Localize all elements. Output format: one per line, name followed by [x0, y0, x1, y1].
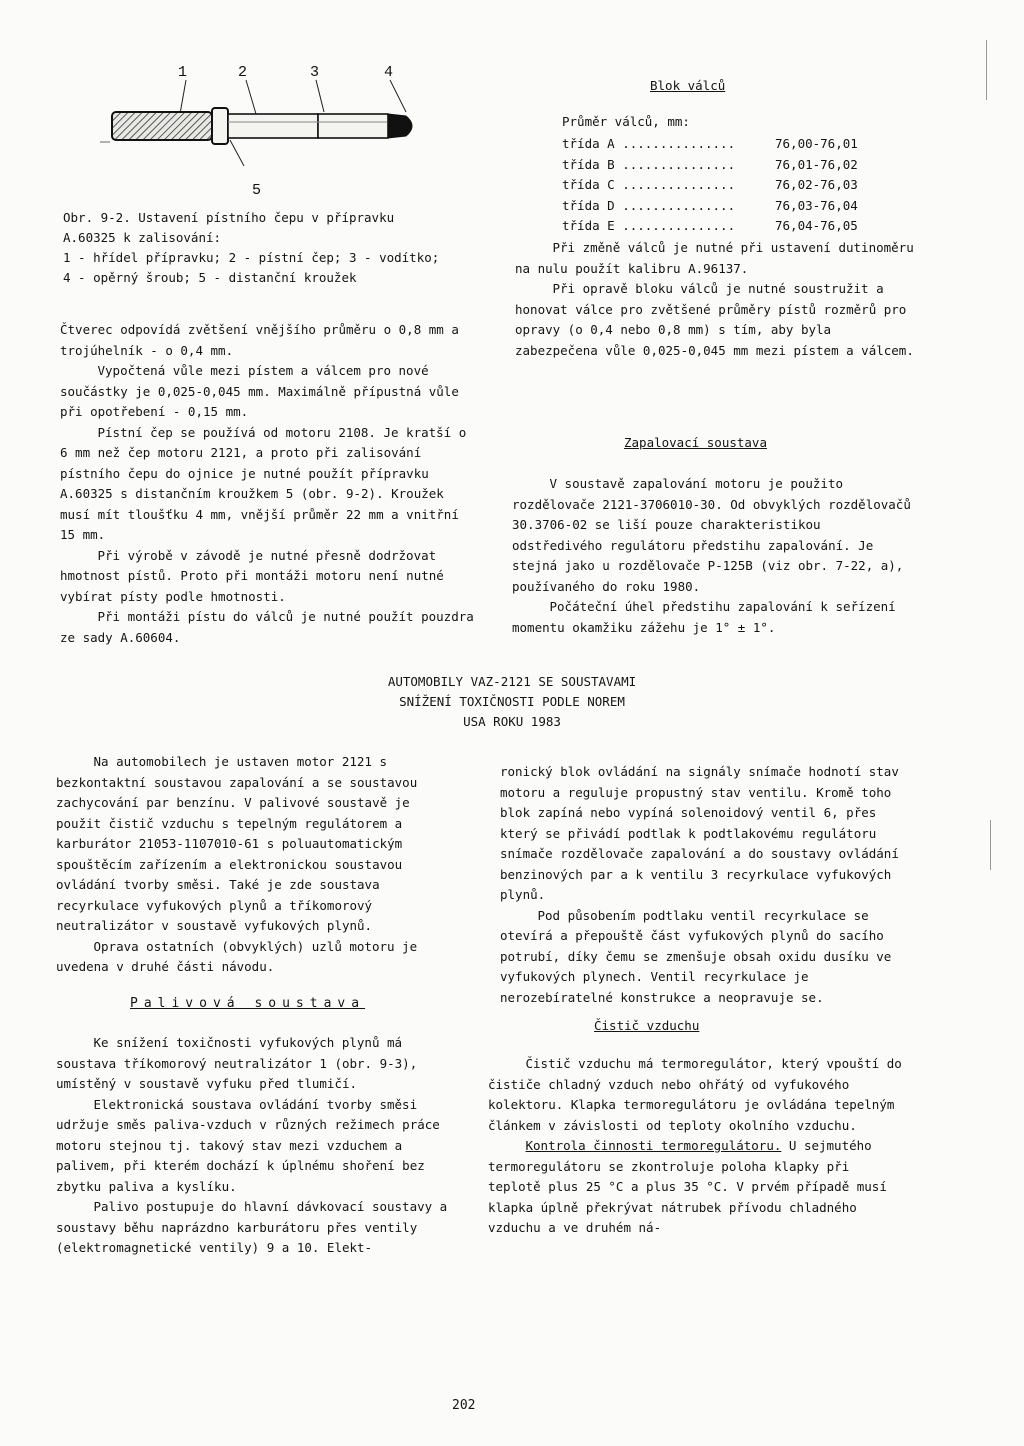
paragraph: Při výrobě v závodě je nutné přesně dodržovat hmotnost pístů. Proto při montáži motoru není nutné vybírat písty podle hmotnosti. [60, 547, 444, 604]
paragraph: Elektronická soustava ovládání tvorby směsi udržuje směs paliva-vzduch v různých režimech práce motoru stejnou tj. takový stav mezi vzduchem a palivem, při kterém dochází k úplnému shoření bez zbytku paliva a kyslíku. [56, 1096, 440, 1194]
table-row [562, 216, 858, 237]
right-bottom-text [488, 1054, 908, 1239]
figure-number-4: 4 [384, 64, 394, 81]
blok-valcu-text [515, 238, 915, 361]
section-heading-palivova-soustava: Palivová soustava [130, 996, 366, 1011]
paragraph: Pod působením podtlaku ventil recyrkulace se otevírá a přepouště část vyfukových plynů do sacího potrubí, díky čemu se zmenšuje obsah oxidu dusíku ve vyfukových plynech. Ventil recyrkulace je nerozebíratelné konstrukce a neopravuje se. [500, 907, 892, 1005]
paragraph: Palivo postupuje do hlavní dávkovací soustavy a soustavy běhu naprázdno karburátoru přes ventily (elektromagnetické ventily) 9 a 10. Elekt- [56, 1199, 448, 1255]
caption-line: 1 - hřídel přípravku; 2 - pístní čep; 3 - vodítko; [63, 250, 440, 265]
figure-number-3: 3 [310, 64, 320, 81]
class-range: 76,02-76,03 [775, 177, 858, 192]
paragraph: Oprava ostatních (obvyklých) uzlů motoru je uvedena v druhé části návodu. [56, 938, 418, 974]
paragraph: Na automobilech je ustaven motor 2121 s bezkontaktní soustavou zapalování a se soustavou zachycování par benzínu. V palivové soustavě je použit čistič vzduchu s tepelným regulátorem a karburátor 21053-1107010-61 s poluautomatickým spouštěcím zařízením a elektronickou soustavou ovládání tvorby směsi. Také je zde soustava recyrkulace vyfukových plynů a tříkomorový neutralizátor v soustavě vyfukových plynů. [56, 754, 418, 933]
figure-number-5: 5 [252, 182, 262, 199]
paragraph: Při opravě bloku válců je nutné soustružit a honovat válce pro zvětšené průměry pístů rozměrů pro opravy (o 0,4 nebo 0,8 mm) s tím, aby byla zabezpečena vůle 0,025-0,045 mm mezi pístem a válcem. [515, 281, 914, 358]
piston-pin-fixture-drawing [100, 62, 440, 202]
paragraph: Při změně válců je nutné při ustavení dutinoměru na nulu použít kalibru A.96137. [515, 240, 914, 276]
page-number: 202 [452, 1398, 476, 1413]
caption-line: A.60325 k zalisování: [63, 230, 222, 245]
paragraph: V soustavě zapalování motoru je použito rozdělovače 2121-3706010-30. Od obvyklých rozdělovačů 30.3706-02 se liší pouze charakteristikou odstředivého regulátoru předstihu zapalování. Je stejná jako u rozdělovače P-125B (viz obr. 7-22, a), používaného do roku 1980. [512, 476, 911, 594]
section-heading-zapalovaci-soustava: Zapalovací soustava [624, 435, 767, 450]
chapter-title [300, 672, 724, 732]
subheading-kontrola-termoregulatoru: Kontrola činnosti termoregulátoru. [525, 1138, 782, 1153]
table-row [562, 196, 858, 217]
paragraph: Ke snížení toxičnosti vyfukových plynů má soustava tříkomorový neutralizátor 1 (obr. 9-3), umístěný v soustavě vyfuku před tlumičí. [56, 1035, 418, 1091]
paragraph-text: U sejmutého termoregulátoru se zkontroluje poloha klapky při teplotě plus 25 °C a plus 35 °C. V prvém případě musí klapka úplně překrývat nátrubek přívodu chladného vzduchu a ve druhém ná- [488, 1138, 887, 1235]
class-range: 76,00-76,01 [775, 136, 858, 151]
figure-caption [63, 208, 463, 288]
paragraph [488, 1136, 908, 1239]
table-row [562, 175, 858, 196]
paragraph: Při montáži pístu do válců je nutné použít pouzdra ze sady A.60604. [60, 609, 474, 645]
paragraph: Pístní čep se používá od motoru 2108. Je kratší o 6 mm než čep motoru 2121, a proto při zalisování pístního čepu do ojnice je nutné použít přípravku A.60325 s distančním kroužkem 5 (obr. 9-2). Kroužek musí mít tloušťku 4 mm, vnější průměr 22 mm a vnitřní 15 mm. [60, 424, 467, 542]
section-heading-cistic-vzduchu: Čistič vzduchu [594, 1018, 700, 1033]
paragraph: Čistič vzduchu má termoregulátor, který vpouští do čističe chladný vzduch nebo ohřátý od vyfukového kolektoru. Klapka termoregulátoru je ovládána tepelným článkem v závislosti od teploty okolního vzduchu. [488, 1056, 902, 1133]
figure-number-2: 2 [238, 64, 248, 81]
zapalovaci-text [512, 474, 915, 638]
class-name: třída E ............... [562, 218, 736, 233]
class-name: třída C ............... [562, 177, 736, 192]
paragraph: Počáteční úhel předstihu zapalování k seřízení momentu okamžiku zážehu je 1° ± 1°. [512, 599, 896, 635]
table-row [562, 134, 858, 155]
title-line: SNÍŽENÍ TOXIČNOSTI PODLE NOREM [399, 694, 625, 709]
left-bottom-intro [56, 752, 456, 978]
class-range: 76,03-76,04 [775, 197, 858, 213]
caption-line: 4 - opěrný šroub; 5 - distanční kroužek [63, 270, 357, 285]
class-range: 76,04-76,05 [775, 218, 858, 233]
section-heading-blok-valcu: Blok válců [650, 78, 726, 93]
figure-number-1: 1 [178, 64, 188, 81]
paragraph: ronický blok ovládání na signály snímače hodnotí stav motoru a reguluje propustný stav ventilu. Kromě toho blok zapíná nebo vypíná solenoidový ventil 6, přes který se přivádí podtlak k podtlakovému regulátoru snímače rozdělovače zapalování a do soustavy ovládání benzinových par a k ventilu 3 recyrkulace vyfukových plynů. [500, 764, 899, 902]
left-bottom-text [56, 1033, 456, 1259]
title-line: AUTOMOBILY VAZ-2121 SE SOUSTAVAMI [387, 674, 637, 689]
scan-margin-mark [990, 820, 991, 870]
class-name: třída A ............... [562, 136, 736, 151]
paragraph: Vypočtená vůle mezi pístem a válcem pro nové součástky je 0,025-0,045 mm. Maximálně přípustná vůle při opotřebení - 0,15 mm. [60, 363, 459, 419]
paragraph: Čtverec odpovídá zvětšení vnějšího průměru o 0,8 mm a trojúhelník - o 0,4 mm. [60, 322, 459, 358]
class-range: 76,01-76,02 [775, 156, 858, 172]
table-row [562, 155, 858, 176]
title-line: USA ROKU 1983 [463, 714, 561, 729]
right-bottom-intro [500, 762, 910, 1008]
cylinder-class-table [562, 134, 858, 237]
left-top-text [60, 320, 478, 648]
class-name: třída D ............... [562, 197, 736, 213]
cylinder-diameter-label: Průměr válců, mm: [562, 114, 690, 129]
class-name: třída B ............... [562, 156, 736, 172]
caption-line: Obr. 9-2. Ustavení pístního čepu v přípravku [63, 210, 395, 225]
scan-margin-mark [986, 40, 987, 100]
